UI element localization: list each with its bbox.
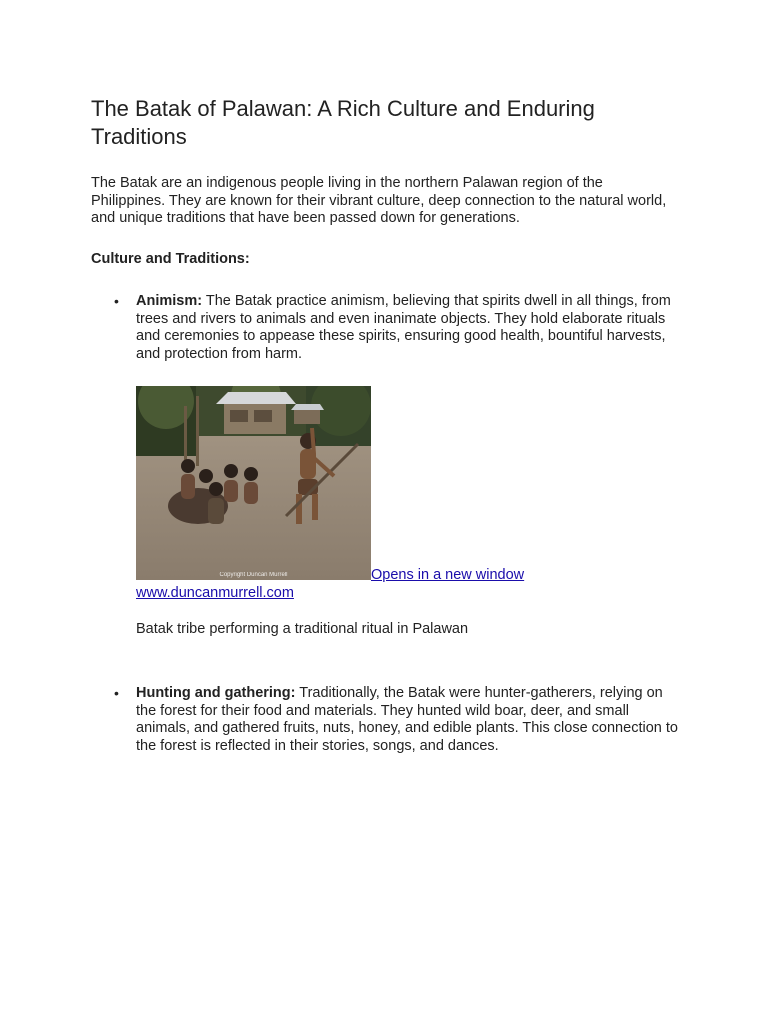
bullet-icon: • (114, 293, 119, 309)
bullet-icon: • (114, 685, 119, 701)
bullet-text: Traditionally, the Batak were hunter-gatherers, relying on the forest for their food and materials. They hunted wild boar, deer, and small animals, and gathered fruits, nuts, honey, and edible plants. This close connection to the forest is reflected in their stories, songs, and dances. (136, 685, 678, 754)
page-title: The Batak of Palawan: A Rich Culture and Enduring Traditions (91, 96, 595, 149)
section-heading: Culture and Traditions: (91, 251, 250, 267)
batak-ritual-photo[interactable] (136, 386, 371, 580)
photo-watermark: Copyright Duncan Murrell (219, 572, 288, 578)
photo-image (136, 386, 371, 580)
list-item-hunting-gathering (114, 685, 686, 755)
bullet-term: Hunting and gathering: (136, 685, 296, 701)
source-site-link[interactable]: www.duncanmurrell.com (136, 585, 294, 601)
list-item-animism (114, 293, 686, 363)
image-caption: Batak tribe performing a traditional ritual in Palawan (136, 621, 469, 637)
bullet-term: Animism: (136, 293, 203, 309)
intro-paragraph: The Batak are an indigenous people living in the northern Palawan region of the Philippines. They are known for their vibrant culture, deep connection to the natural world, and unique traditions that have been passed down for generations. (91, 175, 667, 226)
opens-new-window-link[interactable]: Opens in a new window (371, 567, 525, 583)
bullet-text: The Batak practice animism, believing that spirits dwell in all things, from trees and rivers to animals and even inanimate objects. They hold elaborate rituals and ceremonies to appease these spirits, ensuring good health, bountiful harvests, and protection from harm. (136, 293, 671, 362)
